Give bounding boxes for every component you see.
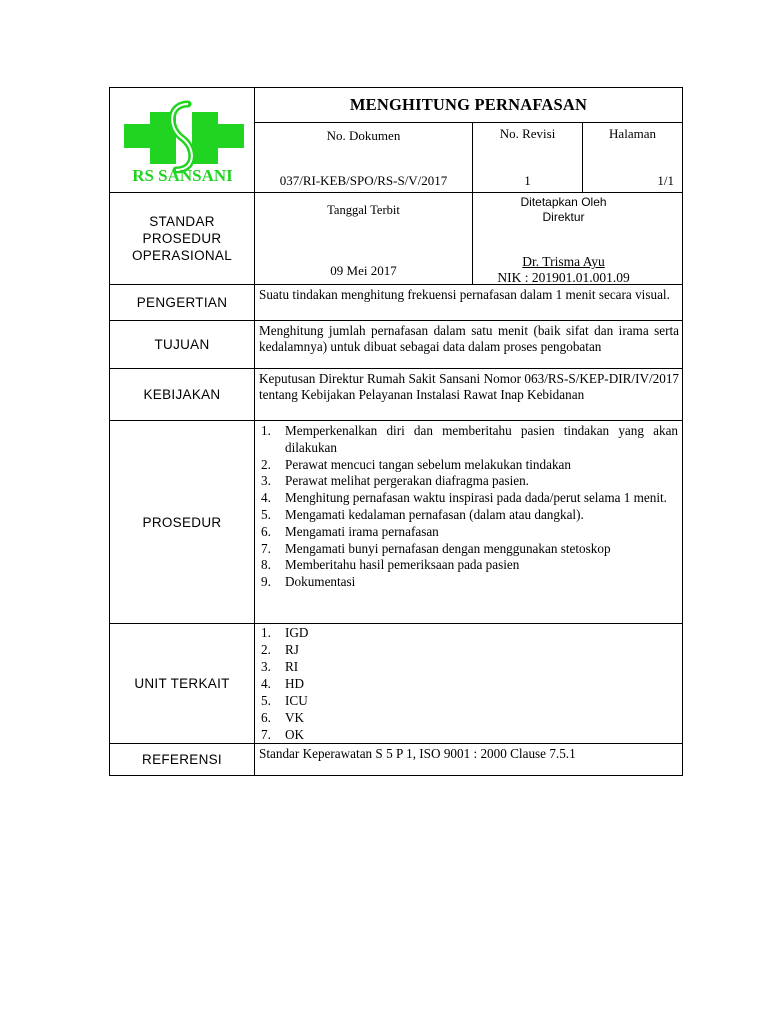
prosedur-item-text: Memberitahu hasil pemeriksaan pada pasien [285, 557, 520, 573]
prosedur-item-text: Perawat melihat pergerakan diafragma pasien. [285, 473, 529, 489]
prosedur-label: PROSEDUR [110, 421, 255, 624]
tanggal-terbit-cell [255, 193, 473, 285]
unit-item-text: ICU [285, 693, 308, 708]
tanggal-terbit-label: Tanggal Terbit [327, 203, 400, 217]
document-title: MENGHITUNG PERNAFASAN [255, 88, 683, 123]
halaman-cell [583, 123, 683, 193]
prosedur-item-text: Mengamati irama pernafasan [285, 523, 439, 539]
no-dokumen-label: No. Dokumen [326, 128, 401, 144]
halaman-label: Halaman [609, 126, 656, 142]
ditetapkan-line2: Direktur [542, 210, 585, 224]
unit-item-number: 1. [261, 625, 271, 640]
unit-item-number: 6. [261, 710, 271, 725]
tujuan-text: Menghitung jumlah pernafasan dalam satu menit (baik sifat dan irama serta kedalamnya) untuk dibuat sebagai data dalam proses pengobatan [255, 321, 683, 369]
no-dokumen-cell [255, 123, 473, 193]
unit-item-text: HD [285, 676, 305, 691]
prosedur-item-number: 2. [261, 456, 271, 472]
spo-document [109, 87, 682, 775]
prosedur-item-number: 3. [261, 473, 271, 489]
spo-label-cell [110, 193, 255, 285]
unit-item [259, 675, 678, 692]
prosedur-item-number: 7. [261, 540, 271, 556]
no-revisi-label: No. Revisi [499, 126, 556, 142]
referensi-label: REFERENSI [110, 744, 255, 776]
prosedur-item-number: 8. [261, 557, 271, 573]
prosedur-item-text: Mengamati kedalaman pernafasan (dalam atau dangkal). [285, 506, 584, 522]
pengertian-text: Suatu tindakan menghitung frekuensi pernafasan dalam 1 menit secara visual. [255, 285, 683, 321]
unit-terkait-label: UNIT TERKAIT [110, 624, 255, 744]
kebijakan-label: KEBIJAKAN [110, 369, 255, 421]
prosedur-item-number: 6. [261, 523, 271, 539]
logo-text: RS SANSANI [132, 166, 233, 185]
prosedur-cell [255, 421, 683, 624]
prosedur-item [259, 457, 678, 474]
signer-name: Dr. Trisma Ayu [522, 254, 605, 269]
prosedur-item [259, 524, 678, 541]
unit-item-number: 3. [261, 659, 271, 674]
unit-item-text: IGD [285, 625, 309, 640]
unit-terkait-list [259, 624, 682, 743]
unit-item-number: 2. [261, 642, 271, 657]
prosedur-item-text: Menghitung pernafasan waktu inspirasi pada dada/perut selama 1 menit. [285, 490, 667, 506]
unit-terkait-cell [255, 624, 683, 744]
spo-table [109, 87, 683, 776]
tujuan-label: TUJUAN [110, 321, 255, 369]
unit-item-text: VK [285, 710, 305, 725]
prosedur-list [259, 423, 682, 591]
spo-label-line2: PROSEDUR [142, 231, 222, 246]
prosedur-item-number: 9. [261, 574, 271, 590]
tanggal-terbit-value: 09 Mei 2017 [330, 263, 397, 278]
prosedur-item [259, 473, 678, 490]
unit-item [259, 692, 678, 709]
ditetapkan-cell [473, 193, 683, 285]
halaman-value: 1/1 [657, 173, 675, 188]
no-revisi-cell [473, 123, 583, 193]
signer-nik: NIK : 201901.01.001.09 [497, 270, 630, 285]
unit-item-number: 4. [261, 676, 271, 691]
prosedur-item-number: 4. [261, 490, 271, 506]
prosedur-item [259, 507, 678, 524]
prosedur-item [259, 541, 678, 558]
spo-label-line3: OPERASIONAL [131, 248, 233, 263]
unit-item-number: 7. [261, 727, 271, 742]
spo-label-line1: STANDAR [149, 214, 215, 229]
unit-item-text: RJ [285, 642, 299, 657]
unit-item [259, 624, 678, 641]
unit-item [259, 709, 678, 726]
unit-item [259, 658, 678, 675]
prosedur-item-text: Dokumentasi [285, 574, 356, 590]
unit-item-text: OK [285, 727, 305, 742]
prosedur-item-text: Mengamati bunyi pernafasan dengan menggunakan stetoskop [285, 540, 611, 556]
referensi-text: Standar Keperawatan S 5 P 1, ISO 9001 : 2000 Clause 7.5.1 [255, 744, 683, 776]
prosedur-item-text: Memperkenalkan diri dan memberitahu pasien tindakan yang akan dilakukan [285, 423, 679, 455]
unit-item-text: RI [285, 659, 299, 674]
unit-item [259, 641, 678, 658]
no-dokumen-value: 037/RI-KEB/SPO/RS-S/V/2017 [279, 173, 448, 188]
prosedur-item-text: Perawat mencuci tangan sebelum melakukan tindakan [285, 456, 571, 472]
prosedur-item [259, 557, 678, 574]
pengertian-label: PENGERTIAN [110, 285, 255, 321]
unit-item-number: 5. [261, 693, 271, 708]
no-revisi-value: 1 [524, 173, 531, 188]
prosedur-item-number: 5. [261, 506, 271, 522]
ditetapkan-line1: Ditetapkan Oleh [520, 195, 607, 209]
unit-item [259, 726, 678, 743]
prosedur-item [259, 490, 678, 507]
logo-cell [110, 88, 255, 193]
prosedur-item [259, 423, 678, 457]
prosedur-item [259, 574, 678, 591]
kebijakan-text: Keputusan Direktur Rumah Sakit Sansani Nomor 063/RS-S/KEP-DIR/IV/2017 tentang Kebijakan Pelayanan Instalasi Rawat Inap Kebidanan [255, 369, 683, 421]
prosedur-item-number: 1. [261, 423, 271, 438]
